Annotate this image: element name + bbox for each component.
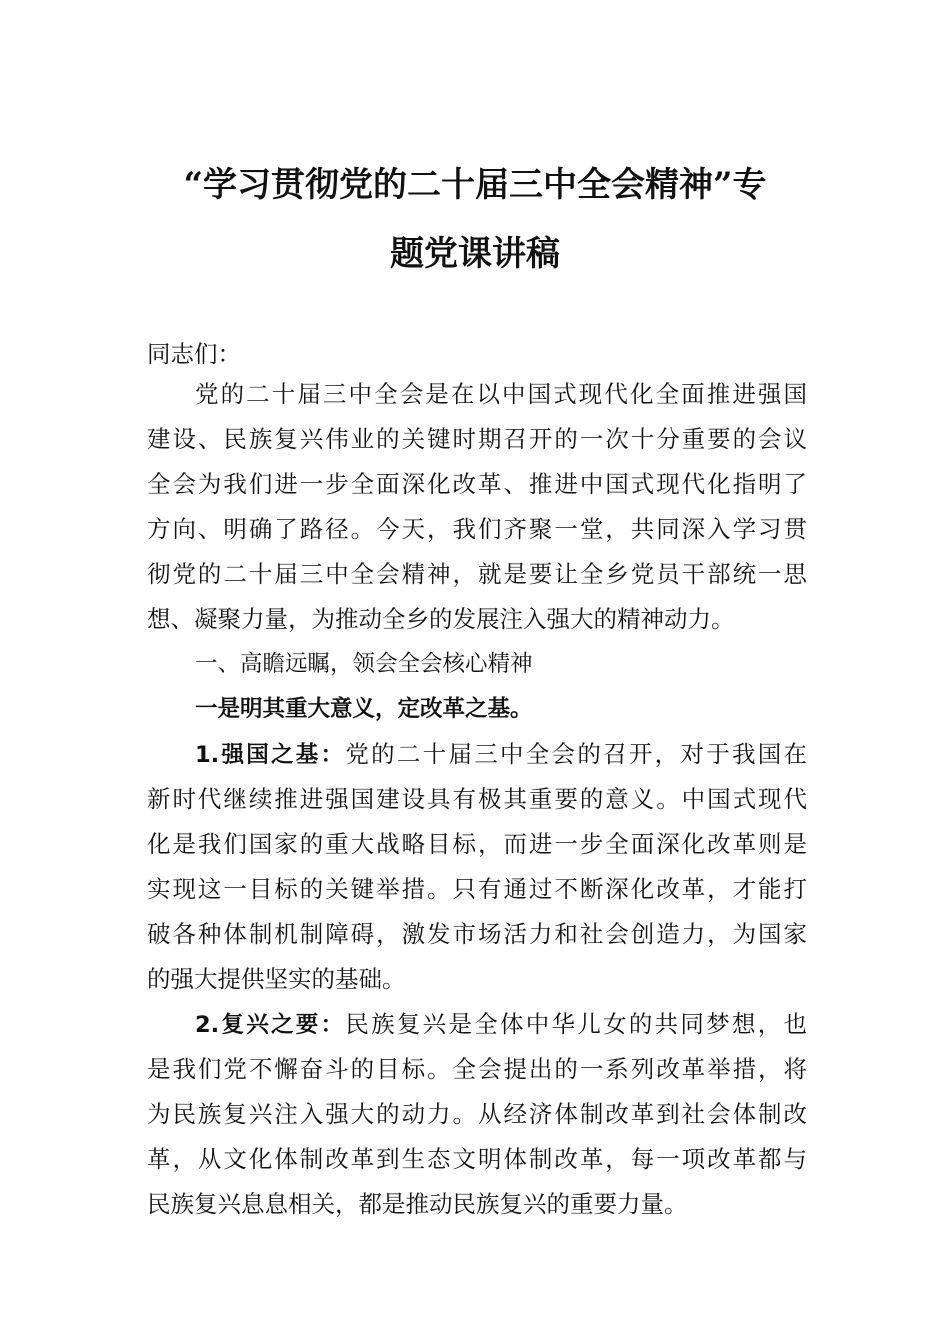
item-1-label: 1.强国之基： [195, 742, 346, 768]
item-1-first-line-text: 党的二十届三中全会的召开，对于我国在 [345, 740, 808, 768]
subheading: 一是明其重大意义，定改革之基。 [195, 696, 533, 722]
item-2-first-line-text: 民族复兴是全体中华儿女的共同梦想，也 [345, 1010, 808, 1038]
item-1-line: 新时代继续推进强国建设具有极其重要的意义。中国式现代 [147, 785, 807, 813]
item-2-line: 民族复兴息息相关，都是推动民族复兴的重要力量。 [147, 1190, 688, 1218]
intro-line: 全会为我们进一步全面深化改革、推进中国式现代化指明了 [147, 470, 807, 498]
intro-line: 方向、明确了路径。今天，我们齐聚一堂，共同深入学习贯 [147, 515, 807, 543]
salutation: 同志们： [147, 340, 241, 368]
item-1-first-line [195, 738, 807, 771]
intro-line: 彻党的二十届三中全会精神，就是要让全乡党员干部统一思 [147, 560, 807, 588]
item-2-line: 革，从文化体制改革到生态文明体制改革，每一项改革都与 [147, 1145, 807, 1173]
item-2-label: 2.复兴之要： [195, 1012, 346, 1038]
item-1-line: 破各种体制机制障碍，激发市场活力和社会创造力，为国家 [147, 920, 807, 948]
intro-line: 想、凝聚力量，为推动全乡的发展注入强大的精神动力。 [147, 605, 735, 633]
intro-line: 党的二十届三中全会是在以中国式现代化全面推进强国 [195, 380, 807, 408]
section-heading: 一、高瞻远瞩，领会全会核心精神 [195, 651, 533, 677]
item-1-line: 实现这一目标的关键举措。只有通过不断深化改革，才能打 [147, 875, 807, 903]
item-2-line: 为民族复兴注入强大的动力。从经济体制改革到社会体制改 [147, 1100, 807, 1128]
item-1-line: 的强大提供坚实的基础。 [147, 965, 406, 993]
document-title-line-2: 题党课讲稿 [390, 234, 560, 274]
item-1-line: 化是我们国家的重大战略目标，而进一步全面深化改革则是 [147, 830, 807, 858]
item-2-line: 是我们党不懈奋斗的目标。全会提出的一系列改革举措，将 [147, 1055, 807, 1083]
document-title-line-1: “学习贯彻党的二十届三中全会精神”专 [183, 165, 767, 205]
item-2-first-line [195, 1008, 807, 1041]
intro-line: 建设、民族复兴伟业的关键时期召开的一次十分重要的会议 [147, 425, 807, 453]
